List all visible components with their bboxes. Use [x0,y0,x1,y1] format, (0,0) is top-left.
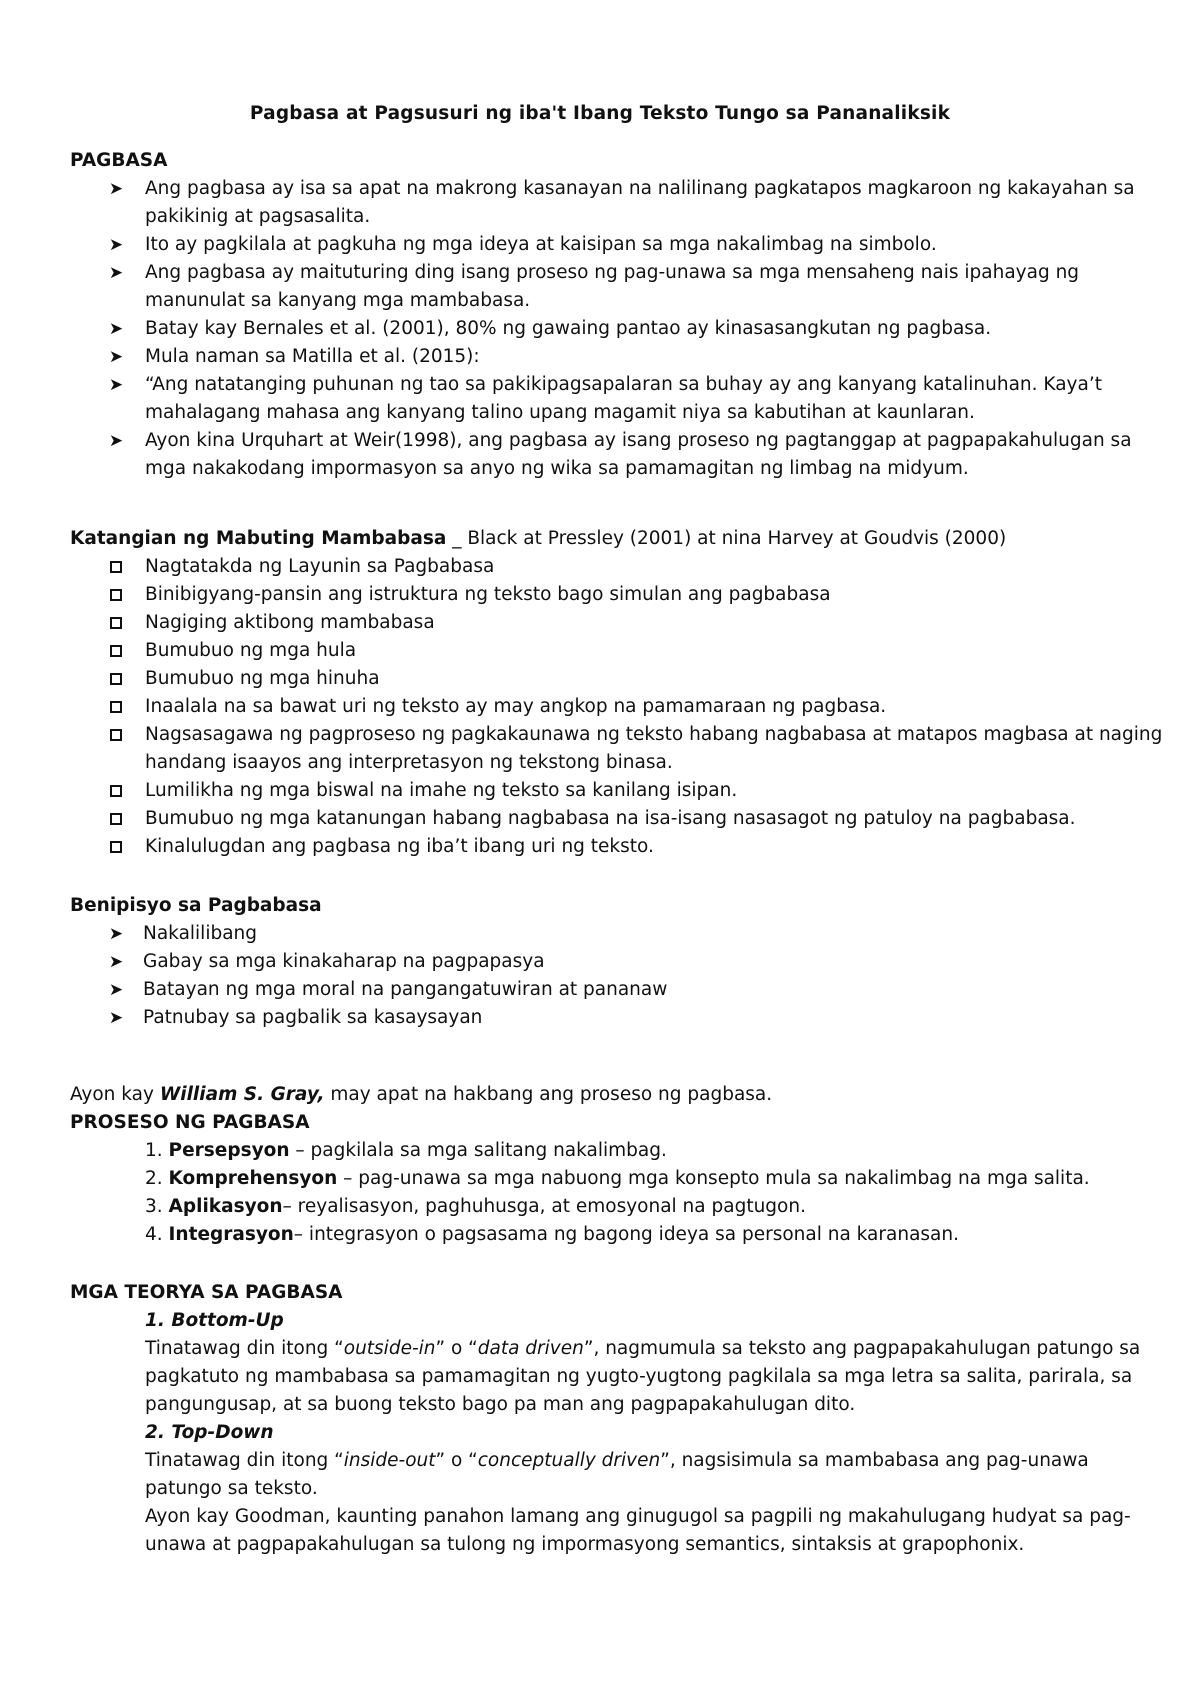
benipisyo-item: Patnubay sa pagbalik sa kasaysayan [143,1007,483,1028]
pagbasa-item-line: “Ang natatanging puhunan ng tao sa pakikipagsapalaran sa buhay ay ang kanyang katalinuhan. Kaya’t [145,374,1102,395]
katangian-item-line: handang isaayos ang interpretasyon ng tekstong binasa. [145,752,673,773]
arrowhead-bullet-icon: ➤ [108,347,124,367]
top-down-line-1 [145,1447,1089,1475]
bottom-up-label [145,1307,284,1335]
arrowhead-bullet-icon: ➤ [108,319,124,339]
proseso-item-number: 1. [145,1140,163,1161]
proseso-item-term: Aplikasyon [168,1196,283,1217]
pagbasa-item-line: Batay kay Bernales et al. (2001), 80% ng gawaing pantao ay kinasasangkutan ng pagbasa. [145,318,992,339]
pagbasa-item-line: Ayon kina Urquhart at Weir(1998), ang pagbasa ay isang proseso ng pagtanggap at pagpapakahulugan sa [145,430,1132,451]
katangian-item-line: Bumubuo ng mga hula [145,640,357,661]
proseso-item [145,1137,667,1165]
top-down-label-text: 2. Top-Down [145,1422,274,1443]
top-down-line-3: Ayon kay Goodman, kaunting panahon lamang ang ginugugol sa pagpili ng makahulugang hudyat sa pag- [145,1506,1131,1527]
arrowhead-bullet-icon: ➤ [108,980,124,1000]
top-down-line-4: unawa at pagpapakahulugan sa tulong ng impormasyong semantics, sintaksis at grapophonix. [145,1534,1025,1555]
checkbox-square-icon [110,785,122,797]
katangian-heading [70,525,1006,553]
text-segment: ” o “ [435,1338,478,1359]
pagbasa-item-line: Ang pagbasa ay isa sa apat na makrong kasanayan na nalilinang pagkatapos magkaroon ng kakayahan sa [145,178,1135,199]
checkbox-square-icon [110,701,122,713]
bottom-up-line-1 [145,1335,1140,1363]
pagbasa-item-line: manunulat sa kanyang mga mambabasa. [145,290,531,311]
katangian-heading-source: _ Black at Pressley (2001) at nina Harvey at Goudvis (2000) [446,528,1007,549]
proseso-item-number: 3. [145,1196,163,1217]
arrowhead-bullet-icon: ➤ [108,263,124,283]
proseso-item-description: – pagkilala sa mga salitang nakalimbag. [289,1140,667,1161]
katangian-item-line: Nagsasagawa ng pagproseso ng pagkakaunawa ng teksto habang nagbabasa at matapos magbasa at naging [145,724,1163,745]
proseso-item-number: 2. [145,1168,163,1189]
benipisyo-item: Gabay sa mga kinakaharap na pagpapasya [143,951,545,972]
checkbox-square-icon [110,729,122,741]
text-segment: Tinatawag din itong “ [145,1450,344,1471]
document-title: Pagbasa at Pagsusuri ng iba't Ibang Teksto Tungo sa Pananaliksik [249,103,951,124]
top-down-line-2: patungo sa teksto. [145,1478,318,1499]
bottom-up-line-3: pangungusap, at sa buong teksto bago pa man ang pagpapakahulugan dito. [145,1394,856,1415]
benipisyo-heading: Benipisyo sa Pagbabasa [70,895,322,916]
katangian-item-line: Bumubuo ng mga hinuha [145,668,380,689]
bottom-up-line-2: pagkatuto ng mambabasa sa pamamagitan ng yugto-yugtong pagkilala sa mga letra sa salita, parirala, sa [145,1366,1133,1387]
text-segment: ”, nagmumula sa teksto ang pagpapakahulugan patungo sa [583,1338,1141,1359]
benipisyo-item: Nakalilibang [143,923,258,944]
checkbox-square-icon [110,841,122,853]
katangian-item-line: Nagiging aktibong mambabasa [145,612,435,633]
pagbasa-item-line: pakikinig at pagsasalita. [145,206,371,227]
term-outside-in: outside-in [343,1338,436,1359]
katangian-item-line: Nagtatakda ng Layunin sa Pagbabasa [145,556,495,577]
arrowhead-bullet-icon: ➤ [108,235,124,255]
arrowhead-bullet-icon: ➤ [108,952,124,972]
katangian-item-line: Kinalulugdan ang pagbasa ng iba’t ibang uri ng teksto. [145,836,654,857]
proseso-item [145,1221,959,1249]
gray-name: William S. Gray, [159,1084,325,1105]
text-segment: ” o “ [435,1450,478,1471]
arrowhead-bullet-icon: ➤ [108,179,124,199]
proseso-heading: PROSESO NG PAGBASA [70,1112,310,1133]
text-segment: ”, nagsisimula sa mambabasa ang pag-unawa [660,1450,1089,1471]
checkbox-square-icon [110,589,122,601]
gray-intro-post: may apat na hakbang ang proseso ng pagbasa. [324,1084,773,1105]
proseso-item-number: 4. [145,1224,163,1245]
arrowhead-bullet-icon: ➤ [108,1008,124,1028]
proseso-item-description: – pag-unawa sa mga nabuong mga konsepto mula sa nakalimbag na mga salita. [337,1168,1090,1189]
arrowhead-bullet-icon: ➤ [108,431,124,451]
top-down-label [145,1419,274,1447]
pagbasa-item-line: mga nakakodang impormasyon sa anyo ng wika sa pamamagitan ng limbag na midyum. [145,458,969,479]
katangian-item-line: Bumubuo ng mga katanungan habang nagbabasa na isa-isang nasasagot ng patuloy na pagbabasa. [145,808,1076,829]
katangian-item-line: Lumilikha ng mga biswal na imahe ng teksto sa kanilang isipan. [145,780,738,801]
katangian-item-line: Binibigyang-pansin ang istruktura ng teksto bago simulan ang pagbabasa [145,584,831,605]
checkbox-square-icon [110,673,122,685]
pagbasa-item-line: Ito ay pagkilala at pagkuha ng mga ideya at kaisipan sa mga nakalimbag na simbolo. [145,234,937,255]
benipisyo-item: Batayan ng mga moral na pangangatuwiran at pananaw [143,979,668,1000]
proseso-item [145,1193,806,1221]
pagbasa-item-line: mahalagang mahasa ang kanyang talino upang magamit niya sa kabutihan at kaunlaran. [145,402,975,423]
text-segment: Tinatawag din itong “ [145,1338,344,1359]
proseso-item-term: Komprehensyon [168,1168,338,1189]
proseso-item-term: Integrasyon [168,1224,294,1245]
checkbox-square-icon [110,617,122,629]
arrowhead-bullet-icon: ➤ [108,375,124,395]
term-conceptually-driven: conceptually driven [477,1450,661,1471]
katangian-heading-bold: Katangian ng Mabuting Mambabasa [70,528,447,549]
proseso-item-description: – reyalisasyon, paghuhusga, at emosyonal na pagtugon. [282,1196,806,1217]
checkbox-square-icon [110,645,122,657]
katangian-item-line: Inaalala na sa bawat uri ng teksto ay may angkop na pamamaraan ng pagbasa. [145,696,887,717]
checkbox-square-icon [110,813,122,825]
pagbasa-item-line: Mula naman sa Matilla et al. (2015): [145,346,480,367]
term-data-driven: data driven [477,1338,584,1359]
bottom-up-label-text: 1. Bottom-Up [145,1310,284,1331]
gray-intro-pre: Ayon kay [70,1084,160,1105]
proseso-item [145,1165,1090,1193]
checkbox-square-icon [110,561,122,573]
pagbasa-heading: PAGBASA [70,150,168,171]
teorya-heading: MGA TEORYA SA PAGBASA [70,1282,343,1303]
proseso-item-description: – integrasyon o pagsasama ng bagong ideya sa personal na karanasan. [293,1224,959,1245]
term-inside-out: inside-out [343,1450,436,1471]
proseso-item-term: Persepsyon [168,1140,290,1161]
gray-intro [70,1081,772,1109]
arrowhead-bullet-icon: ➤ [108,924,124,944]
pagbasa-item-line: Ang pagbasa ay maituturing ding isang proseso ng pag-unawa sa mga mensaheng nais ipahayag ng [145,262,1080,283]
